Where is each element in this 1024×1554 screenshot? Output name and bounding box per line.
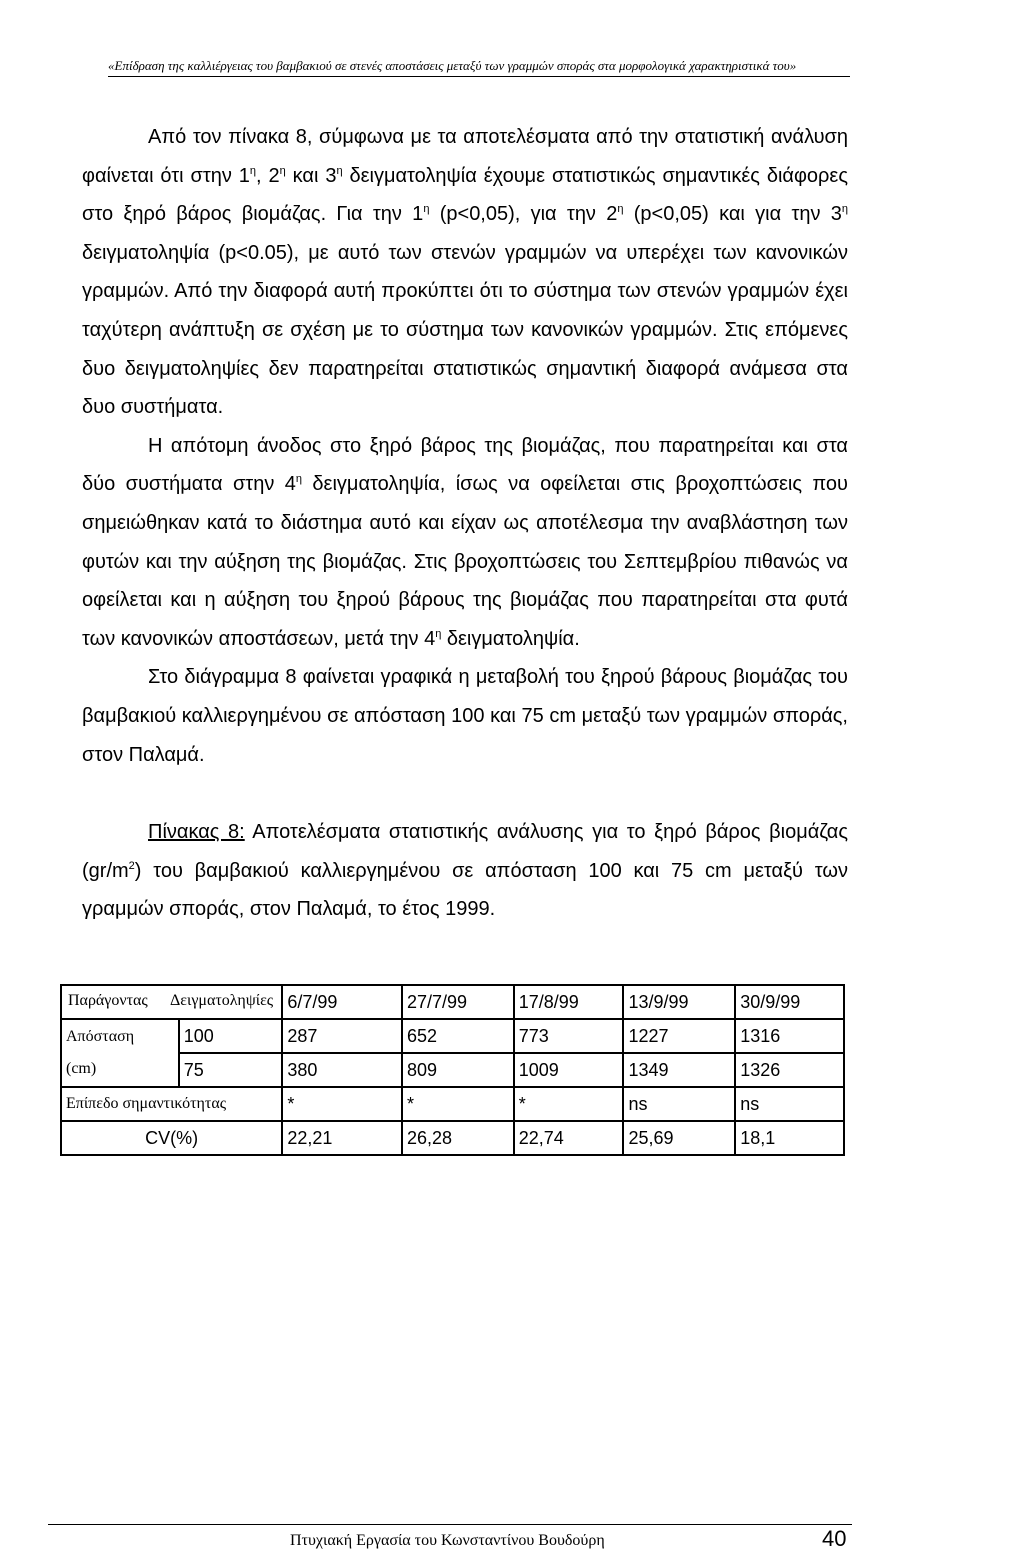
paragraph-2-text: δειγματοληψία. <box>441 627 580 650</box>
table-caption <box>82 813 848 929</box>
table-caption-label: Πίνακας 8: <box>148 821 245 844</box>
ordinal-sup: η <box>617 203 624 216</box>
paragraph-1-text: (p<0,05) και για την 3 <box>623 203 842 226</box>
cv-cell: 26,28 <box>402 1121 514 1155</box>
ordinal-sup: η <box>295 473 302 486</box>
significance-cell: * <box>514 1087 624 1121</box>
distance-value: 100 <box>179 1019 283 1053</box>
table-row <box>61 1053 844 1087</box>
footer-text: Πτυχιακή Εργασία του Κωνσταντίνου Βουδούρη <box>290 1532 605 1549</box>
cv-row <box>61 1121 844 1155</box>
ordinal-sup: η <box>841 203 849 216</box>
page-number: 40 <box>822 1526 847 1551</box>
header-rule <box>108 76 850 77</box>
paragraph-1-text: δειγματοληψία (p<0.05), με αυτό των στενών γραμμών να υπερέχει των κανονικών γραμμών. Από την διαφορά αυτή προκύπτει ότι το σύστημα των στενών γραμμών έχει ταχύτερη ανάπτυξη σε σχέση με το σύστημα των κανονικών γραμμών. Στις επόμενες δυο δειγματοληψίες δεν παρατηρείται στατιστικώς σημαντική διαφορά ανάμεσα στα δυο συστήματα. <box>82 241 848 419</box>
date-header: 6/7/99 <box>282 985 402 1019</box>
ordinal-sup: η <box>336 164 343 177</box>
table-row <box>61 1019 844 1053</box>
paragraph-1 <box>82 118 848 427</box>
paragraph-1-text: δειγματοληψία έχουμε στατιστικώς σημαντικές διάφορες στο ξηρό βάρος βιομάζας. Για την 1 <box>82 164 848 226</box>
footer-rule <box>48 1524 852 1525</box>
samplings-label: Δειγματοληψίες <box>170 992 274 1009</box>
cv-cell: 22,74 <box>514 1121 624 1155</box>
paragraph-2-text: δειγματοληψία, ίσως να οφείλεται στις βροχοπτώσεις που σημειώθηκαν κατά το διάστημα αυτό και είχαν ως αποτέλεσμα την αναβλάστηση των φυτών και την αύξηση της βιομάζας. Στις βροχοπτώσεις του Σεπτεμβρίου πιθανώς να οφείλεται και η αύξηση του ξηρού βάρους της βιομάζας που παρατηρείται στα φυτά των κανονικών αποστάσεων, μετά την 4 <box>82 473 848 650</box>
cv-cell: 22,21 <box>282 1121 402 1155</box>
date-header: 17/8/99 <box>514 985 624 1019</box>
unit-sup: 2 <box>128 859 135 872</box>
ordinal-sup: η <box>435 627 442 640</box>
paragraph-1-text: και 3 <box>285 164 337 187</box>
factor-samplings-cell <box>61 985 282 1019</box>
paragraph-2 <box>82 427 848 659</box>
significance-cell: * <box>282 1087 402 1121</box>
date-header: 30/9/99 <box>735 985 844 1019</box>
table-cell: 1316 <box>735 1019 844 1053</box>
table-caption-text: ) του βαμβακιού καλλιεργημένου σε απόσταση 100 και 75 cm μεταξύ των γραμμών σποράς, στον Παλαμά, το έτος 1999. <box>82 859 848 921</box>
paragraph-1-text: , 2 <box>256 164 280 187</box>
paragraph-2-text: Η απότομη άνοδος στο ξηρό βάρος της βιομάζας, που παρατηρείται και στα δύο συστήματα στην 4 <box>82 434 848 496</box>
significance-row <box>61 1087 844 1121</box>
ordinal-sup: η <box>423 203 430 216</box>
results-table <box>60 984 845 1156</box>
table-caption-text: Αποτελέσματα στατιστικής ανάλυσης για το ξηρό βάρος βιομάζας (gr/m <box>82 821 848 882</box>
significance-cell: ns <box>623 1087 735 1121</box>
cv-cell: 25,69 <box>623 1121 735 1155</box>
date-header: 13/9/99 <box>623 985 735 1019</box>
table-cell: 287 <box>282 1019 402 1053</box>
distance-value: 75 <box>179 1053 283 1087</box>
cv-cell: 18,1 <box>735 1121 844 1155</box>
paragraph-1-text: (p<0,05), για την 2 <box>429 203 618 226</box>
date-header: 27/7/99 <box>402 985 514 1019</box>
table-header-row <box>61 985 844 1019</box>
table-cell: 809 <box>402 1053 514 1087</box>
table-cell: 1349 <box>623 1053 735 1087</box>
table-cell: 380 <box>282 1053 402 1087</box>
distance-label <box>61 1019 179 1087</box>
factor-label: Παράγοντας <box>68 992 148 1009</box>
ordinal-sup: η <box>249 164 257 177</box>
table-cell: 1227 <box>623 1019 735 1053</box>
paragraph-3: Στο διάγραμμα 8 φαίνεται γραφικά η μεταβολή του ξηρού βάρους βιομάζας του βαμβακιού καλλιεργημένου σε απόσταση 100 και 75 cm μεταξύ των γραμμών σποράς, στον Παλαμά. <box>82 666 848 766</box>
paragraph-1-text: Από τον πίνακα 8, σύμφωνα με τα αποτελέσματα από την στατιστική ανάλυση φαίνεται ότι στην 1 <box>82 126 848 187</box>
table-cell: 1009 <box>514 1053 624 1087</box>
table-cell: 773 <box>514 1019 624 1053</box>
table-cell: 1326 <box>735 1053 844 1087</box>
table-cell: 652 <box>402 1019 514 1053</box>
running-header: «Επίδραση της καλλιέργειας του βαμβακιού σε στενές αποστάσεις μεταξύ των γραμμών σποράς στα μορφολογικά χαρακτηριστικά του» <box>108 58 797 73</box>
cv-label: CV(%) <box>61 1121 282 1155</box>
distance-label-line: Απόσταση <box>66 1028 135 1045</box>
significance-label: Επίπεδο σημαντικότητας <box>61 1087 282 1121</box>
distance-unit-label: (cm) <box>66 1060 97 1077</box>
ordinal-sup: η <box>279 164 286 177</box>
significance-cell: ns <box>735 1087 844 1121</box>
body-text <box>82 118 848 929</box>
significance-cell: * <box>402 1087 514 1121</box>
